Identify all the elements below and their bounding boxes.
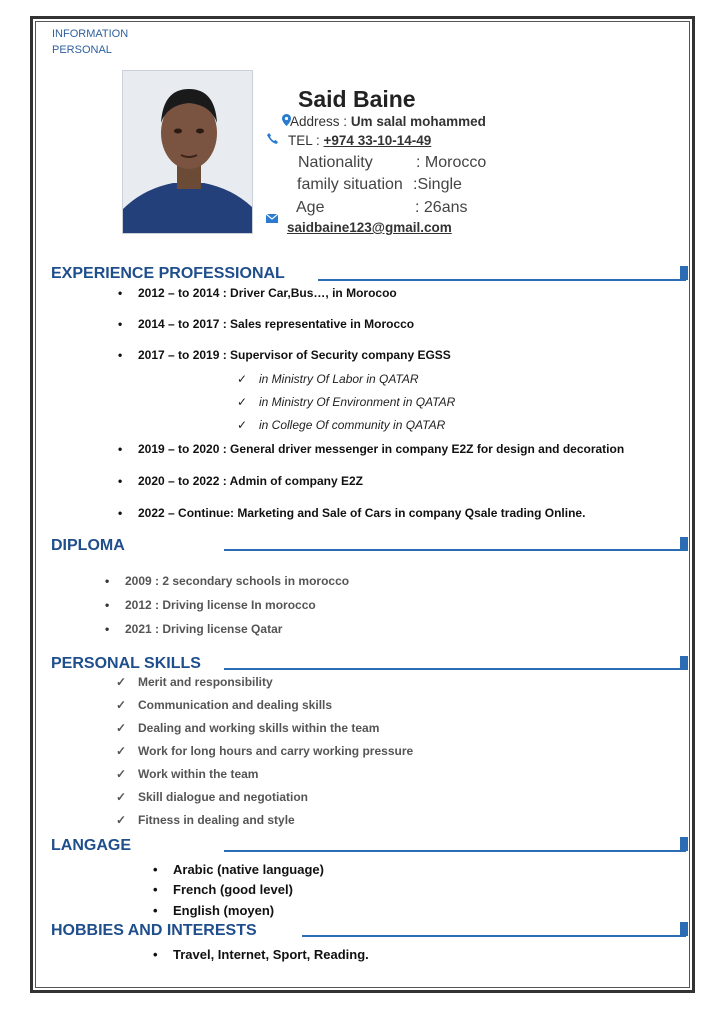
experience-item: • 2022 – Continue: Marketing and Sale of Cars in company Qsale trading Online. — [138, 506, 585, 520]
section-label-information — [52, 26, 128, 58]
experience-rule-cap — [680, 266, 688, 280]
experience-item: • 2020 – to 2022 : Admin of company E2Z — [138, 474, 363, 488]
diploma-title: DIPLOMA — [51, 537, 125, 554]
age-value: : 26ans — [415, 199, 468, 216]
family-value: :Single — [413, 176, 462, 193]
address-label: Address — [290, 114, 340, 129]
envelope-icon — [266, 214, 278, 226]
tel-line — [288, 133, 431, 148]
language-title: LANGAGE — [51, 837, 131, 854]
hobbies-item: • Travel, Internet, Sport, Reading. — [173, 947, 369, 962]
person-name: Said Baine — [298, 86, 416, 112]
hobbies-rule — [302, 935, 686, 937]
experience-subitem: ✓ in College Of community in QATAR — [259, 418, 445, 432]
experience-title: EXPERIENCE PROFESSIONAL — [51, 265, 285, 282]
nationality-value: : Morocco — [416, 154, 487, 171]
hobbies-title: HOBBIES AND INTERESTS — [51, 922, 257, 939]
email-link[interactable]: saidbaine123@gmail.com — [287, 220, 452, 235]
diploma-rule-cap — [680, 537, 688, 551]
language-item: • Arabic (native language) — [173, 862, 324, 877]
language-item: • English (moyen) — [173, 903, 274, 918]
hobbies-rule-cap — [680, 922, 688, 936]
label-line-1: INFORMATION — [52, 28, 129, 40]
skill-item: ✓ Dealing and working skills within the team — [138, 721, 379, 735]
experience-subitem: ✓ in Ministry Of Labor in QATAR — [259, 372, 419, 386]
person-portrait-icon — [123, 71, 253, 234]
skill-item: ✓ Communication and dealing skills — [138, 698, 332, 712]
diploma-rule — [224, 549, 686, 551]
experience-item: • 2012 – to 2014 : Driver Car,Bus…, in Morocoo — [138, 286, 397, 300]
skill-item: ✓ Fitness in dealing and style — [138, 813, 295, 827]
skill-item: ✓ Merit and responsibility — [138, 675, 273, 689]
diploma-item: • 2009 : 2 secondary schools in morocco — [125, 574, 349, 588]
experience-rule — [318, 279, 686, 281]
skills-rule-cap — [680, 656, 688, 670]
family-label: family situation — [297, 176, 403, 193]
skill-item: ✓ Work within the team — [138, 767, 258, 781]
tel-label: TEL : — [288, 133, 320, 148]
diploma-item: • 2021 : Driving license Qatar — [125, 622, 282, 636]
experience-item: • 2014 – to 2017 : Sales representative in Morocco — [138, 317, 414, 331]
experience-item: • 2017 – to 2019 : Supervisor of Security company EGSS — [138, 348, 451, 362]
label-line-2: PERSONAL — [52, 44, 112, 56]
language-rule — [224, 850, 686, 852]
language-rule-cap — [680, 837, 688, 851]
skill-item: ✓ Work for long hours and carry working pressure — [138, 744, 413, 758]
skill-item: ✓ Skill dialogue and negotiation — [138, 790, 308, 804]
diploma-item: • 2012 : Driving license In morocco — [125, 598, 316, 612]
nationality-label: Nationality — [298, 154, 373, 171]
address-value: Um salal mohammed — [350, 114, 486, 129]
skills-title: PERSONAL SKILLS — [51, 655, 201, 672]
tel-value[interactable]: +974 33-10-14-49 — [323, 133, 432, 148]
experience-item: • 2019 – to 2020 : General driver messenger in company E2Z for design and decoration — [138, 442, 624, 456]
profile-photo — [122, 70, 253, 234]
language-item: • French (good level) — [173, 882, 293, 897]
experience-subitem: ✓ in Ministry Of Environment in QATAR — [259, 395, 455, 409]
age-label: Age — [296, 199, 325, 216]
phone-icon — [267, 133, 278, 147]
address-line: Address : Um salal mohammed — [290, 114, 486, 129]
skills-rule — [224, 668, 686, 670]
